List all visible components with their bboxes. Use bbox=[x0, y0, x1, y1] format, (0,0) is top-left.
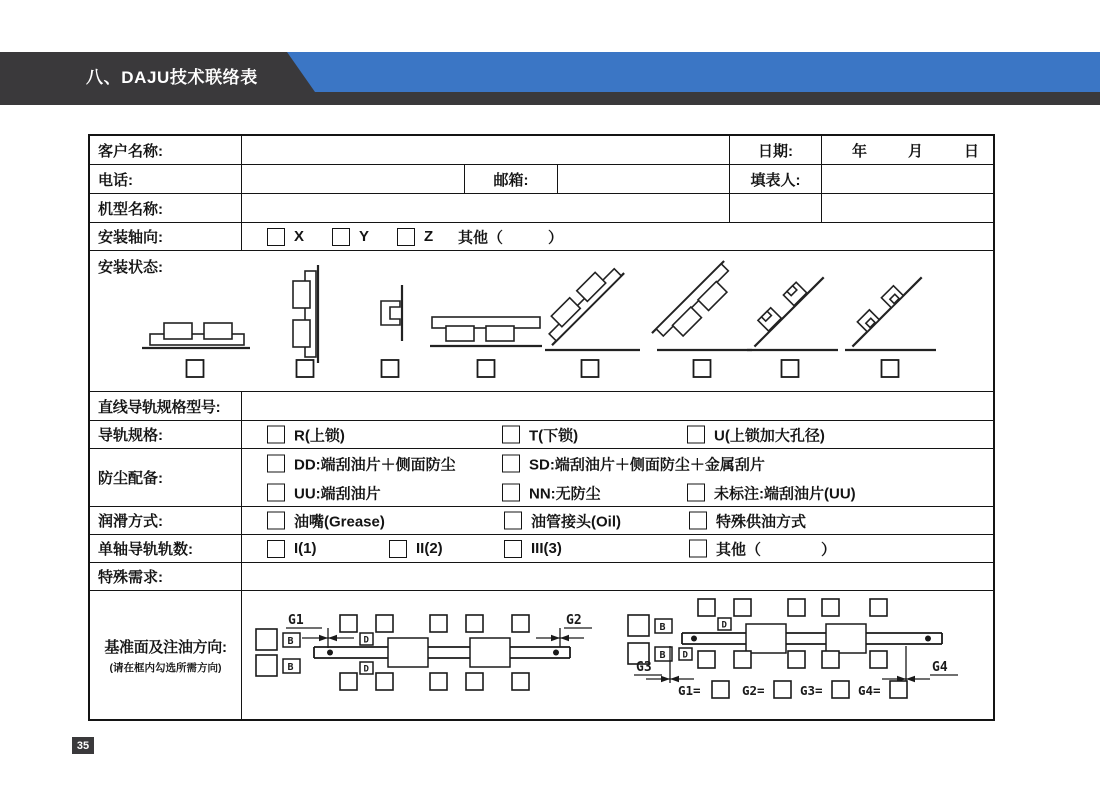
lube-special-label: 特殊供油方式 bbox=[716, 513, 807, 530]
mounting-cell bbox=[90, 251, 993, 391]
filler-label: 填表人: bbox=[730, 165, 822, 193]
axis-label: 安装轴向: bbox=[90, 223, 242, 250]
rail-model-label: 直线导轨规格型号: bbox=[90, 392, 242, 420]
datum-left-bottom-checkbox-5[interactable] bbox=[512, 673, 529, 690]
dust-label: 防尘配备: bbox=[90, 449, 242, 506]
datum-diagrams bbox=[242, 591, 993, 717]
datum-right-top-checkbox-2[interactable] bbox=[734, 599, 751, 616]
datum-left-top-checkbox-1[interactable] bbox=[340, 615, 357, 632]
lube-grease-checkbox[interactable] bbox=[267, 512, 285, 530]
date-unit-month: 月 bbox=[907, 142, 923, 160]
axis-z-label: Z bbox=[424, 228, 434, 245]
datum-left-bottom-checkbox-2[interactable] bbox=[376, 673, 393, 690]
datum-right-bottom-checkbox-5[interactable] bbox=[870, 651, 887, 668]
datum-left-top-checkbox-3[interactable] bbox=[430, 615, 447, 632]
axis-other-label: 其他（ ） bbox=[458, 229, 564, 246]
datum-right-bottom-checkbox-2[interactable] bbox=[734, 651, 751, 668]
datum-right-b1-checkbox[interactable] bbox=[628, 615, 649, 636]
customer-label: 客户名称: bbox=[90, 136, 242, 164]
rail-spec-r-label: R(上锁) bbox=[294, 427, 345, 444]
mounting-option-4-checkbox[interactable] bbox=[478, 360, 495, 377]
datum-right-bottom-checkbox-1[interactable] bbox=[698, 651, 715, 668]
g3-dim-label: G3 bbox=[636, 660, 652, 675]
rail-count-other-label: 其他（ ） bbox=[716, 541, 837, 558]
datum-left-b1-checkbox[interactable] bbox=[256, 629, 277, 650]
filler-field[interactable] bbox=[822, 165, 993, 193]
mounting-option-7-checkbox[interactable] bbox=[782, 360, 799, 377]
row-special bbox=[90, 563, 993, 591]
customer-name-field[interactable] bbox=[242, 136, 730, 164]
datum-left-top-d-label: D bbox=[363, 635, 369, 646]
g4-dim-label: G4 bbox=[932, 660, 948, 675]
rail-spec-u-checkbox[interactable] bbox=[687, 426, 705, 444]
mounting-drawing-incline-top bbox=[537, 258, 640, 350]
datum-right-bottom-checkbox-4[interactable] bbox=[822, 651, 839, 668]
row-dust bbox=[90, 449, 993, 507]
dust-options-cell bbox=[242, 449, 993, 506]
rail-spec-t-label: T(下锁) bbox=[529, 427, 579, 444]
page-title: 八、DAJU技术联络表 bbox=[86, 68, 258, 87]
header-blue-band bbox=[287, 52, 1100, 92]
datum-left-bottom-checkbox-3[interactable] bbox=[430, 673, 447, 690]
datum-right-top-d-label: D bbox=[721, 620, 727, 631]
axis-x-checkbox[interactable] bbox=[267, 228, 285, 246]
datum-right-top-checkbox-5[interactable] bbox=[870, 599, 887, 616]
g4-eq-label: G4= bbox=[858, 683, 881, 698]
rail-spec-r-checkbox[interactable] bbox=[267, 426, 285, 444]
datum-left-b2-label: B bbox=[287, 662, 294, 673]
datum-left-bottom-d-label: D bbox=[363, 664, 369, 675]
row-lube bbox=[90, 507, 993, 535]
rail-spec-t-checkbox[interactable] bbox=[502, 426, 520, 444]
row-customer bbox=[90, 136, 993, 165]
dust-nn-checkbox[interactable] bbox=[502, 484, 520, 502]
g1-value-checkbox[interactable] bbox=[712, 681, 729, 698]
g1-eq-label: G1= bbox=[678, 683, 701, 698]
rail-count-3-label: III(3) bbox=[531, 540, 562, 557]
datum-diagram-cell bbox=[242, 591, 993, 719]
mounting-drawing-inverted bbox=[430, 317, 542, 346]
date-unit-day: 日 bbox=[963, 142, 979, 160]
g2-eq-label: G2= bbox=[742, 683, 765, 698]
lube-special-checkbox[interactable] bbox=[689, 512, 707, 530]
row-mounting bbox=[90, 251, 993, 392]
mounting-drawing-incline-bottom bbox=[652, 261, 752, 350]
dust-sd-checkbox[interactable] bbox=[502, 455, 520, 473]
rail-count-3-checkbox[interactable] bbox=[504, 540, 522, 558]
date-label: 日期: bbox=[730, 136, 822, 164]
lube-oil-label: 油管接头(Oil) bbox=[531, 513, 621, 530]
mounting-label: 安装状态: bbox=[98, 259, 163, 276]
mounting-drawing-incline-endview-variant bbox=[843, 267, 936, 350]
dust-unmarked-label: 未标注:端刮油片(UU) bbox=[714, 485, 856, 502]
g2-dim-label: G2 bbox=[566, 613, 582, 628]
datum-left-bottom-checkbox-4[interactable] bbox=[466, 673, 483, 690]
lube-oil-checkbox[interactable] bbox=[504, 512, 522, 530]
rail-count-1-label: I(1) bbox=[294, 540, 317, 557]
mounting-option-3-checkbox[interactable] bbox=[382, 360, 399, 377]
mounting-option-6-checkbox[interactable] bbox=[694, 360, 711, 377]
mounting-option-1-checkbox[interactable] bbox=[187, 360, 204, 377]
datum-right-bottom-d-label: D bbox=[682, 650, 688, 661]
datum-left-top-checkbox-2[interactable] bbox=[376, 615, 393, 632]
machine-extra-cell-1[interactable] bbox=[730, 194, 822, 222]
machine-label: 机型名称: bbox=[90, 194, 242, 222]
axis-options-cell bbox=[242, 223, 993, 250]
phone-field[interactable] bbox=[242, 165, 465, 193]
datum-right-top-checkbox-4[interactable] bbox=[822, 599, 839, 616]
datum-left-bottom-checkbox-1[interactable] bbox=[340, 673, 357, 690]
dust-uu-label: UU:端刮油片 bbox=[294, 485, 381, 502]
datum-label: 基准面及注油方向: bbox=[104, 638, 227, 656]
row-phone bbox=[90, 165, 993, 194]
datum-left-diagram bbox=[256, 613, 592, 690]
mounting-option-8-checkbox[interactable] bbox=[882, 360, 899, 377]
mounting-drawings bbox=[90, 251, 993, 390]
g4-value-checkbox[interactable] bbox=[890, 681, 907, 698]
dust-nn-label: NN:无防尘 bbox=[529, 485, 601, 502]
datum-right-b2-label: B bbox=[659, 650, 666, 661]
datum-left-top-checkbox-5[interactable] bbox=[512, 615, 529, 632]
technical-contact-form bbox=[88, 134, 995, 721]
dust-unmarked-checkbox[interactable] bbox=[687, 484, 705, 502]
datum-right-top-checkbox-3[interactable] bbox=[788, 599, 805, 616]
g2-value-checkbox[interactable] bbox=[774, 681, 791, 698]
rail-count-label: 单轴导轨轨数: bbox=[90, 535, 242, 562]
rail-spec-u-label: U(上锁加大孔径) bbox=[714, 427, 825, 444]
lube-grease-label: 油嘴(Grease) bbox=[294, 513, 385, 530]
email-label: 邮箱: bbox=[465, 165, 558, 193]
row-datum bbox=[90, 591, 993, 719]
mounting-drawing-wall-vertical bbox=[293, 265, 318, 363]
rail-spec-label: 导轨规格: bbox=[90, 421, 242, 448]
rail-count-options-cell bbox=[242, 535, 993, 562]
axis-z-checkbox[interactable] bbox=[397, 228, 415, 246]
g3-eq-label: G3= bbox=[800, 683, 823, 698]
axis-y-label: Y bbox=[359, 228, 370, 245]
special-label: 特殊需求: bbox=[90, 563, 242, 590]
axis-y-checkbox[interactable] bbox=[332, 228, 350, 246]
email-field[interactable] bbox=[558, 165, 730, 193]
datum-left-top-checkbox-4[interactable] bbox=[466, 615, 483, 632]
row-rail-spec bbox=[90, 421, 993, 449]
date-unit-year: 年 bbox=[852, 142, 868, 160]
rail-count-other-checkbox[interactable] bbox=[689, 540, 707, 558]
g3-value-checkbox[interactable] bbox=[832, 681, 849, 698]
datum-right-diagram bbox=[628, 599, 958, 683]
row-rail-model bbox=[90, 392, 993, 421]
mounting-option-2-checkbox[interactable] bbox=[297, 360, 314, 377]
rail-count-2-checkbox[interactable] bbox=[389, 540, 407, 558]
datum-right-bottom-checkbox-3[interactable] bbox=[788, 651, 805, 668]
special-needs-field[interactable] bbox=[242, 563, 993, 590]
datum-left-b1-label: B bbox=[287, 636, 294, 647]
row-rail-count bbox=[90, 535, 993, 563]
lube-options-cell bbox=[242, 507, 993, 534]
rail-count-1-checkbox[interactable] bbox=[267, 540, 285, 558]
machine-extra-cell-2[interactable] bbox=[822, 194, 993, 222]
row-machine bbox=[90, 194, 993, 223]
dust-dd-checkbox[interactable] bbox=[267, 455, 285, 473]
datum-left-b2-checkbox[interactable] bbox=[256, 655, 277, 676]
dust-uu-checkbox[interactable] bbox=[267, 484, 285, 502]
datum-g-value-row bbox=[678, 681, 907, 698]
lube-label: 润滑方式: bbox=[90, 507, 242, 534]
rail-count-2-label: II(2) bbox=[416, 540, 443, 557]
phone-label: 电话: bbox=[90, 165, 242, 193]
dust-sd-label: SD:端刮油片＋侧面防尘＋金属刮片 bbox=[529, 456, 765, 473]
dust-dd-label: DD:端刮油片＋侧面防尘 bbox=[294, 456, 456, 473]
row-axis bbox=[90, 223, 993, 251]
header-bar bbox=[0, 52, 1100, 105]
datum-right-top-checkbox-1[interactable] bbox=[698, 599, 715, 616]
mounting-drawing-incline-endview-top bbox=[743, 266, 838, 350]
g1-dim-label: G1 bbox=[288, 613, 304, 628]
datum-right-b1-label: B bbox=[659, 622, 666, 633]
rail-model-field[interactable] bbox=[242, 392, 993, 420]
page-number-badge: 35 bbox=[72, 737, 94, 754]
datum-label-cell bbox=[90, 591, 242, 719]
mounting-drawing-side-endview bbox=[381, 285, 402, 341]
mounting-drawing-flat-top bbox=[142, 323, 250, 348]
machine-name-field[interactable] bbox=[242, 194, 730, 222]
axis-x-label: X bbox=[294, 228, 305, 245]
mounting-option-5-checkbox[interactable] bbox=[582, 360, 599, 377]
date-field[interactable] bbox=[822, 136, 993, 164]
rail-spec-options-cell bbox=[242, 421, 993, 448]
datum-note: (请在框内勾选所需方向) bbox=[109, 661, 222, 674]
